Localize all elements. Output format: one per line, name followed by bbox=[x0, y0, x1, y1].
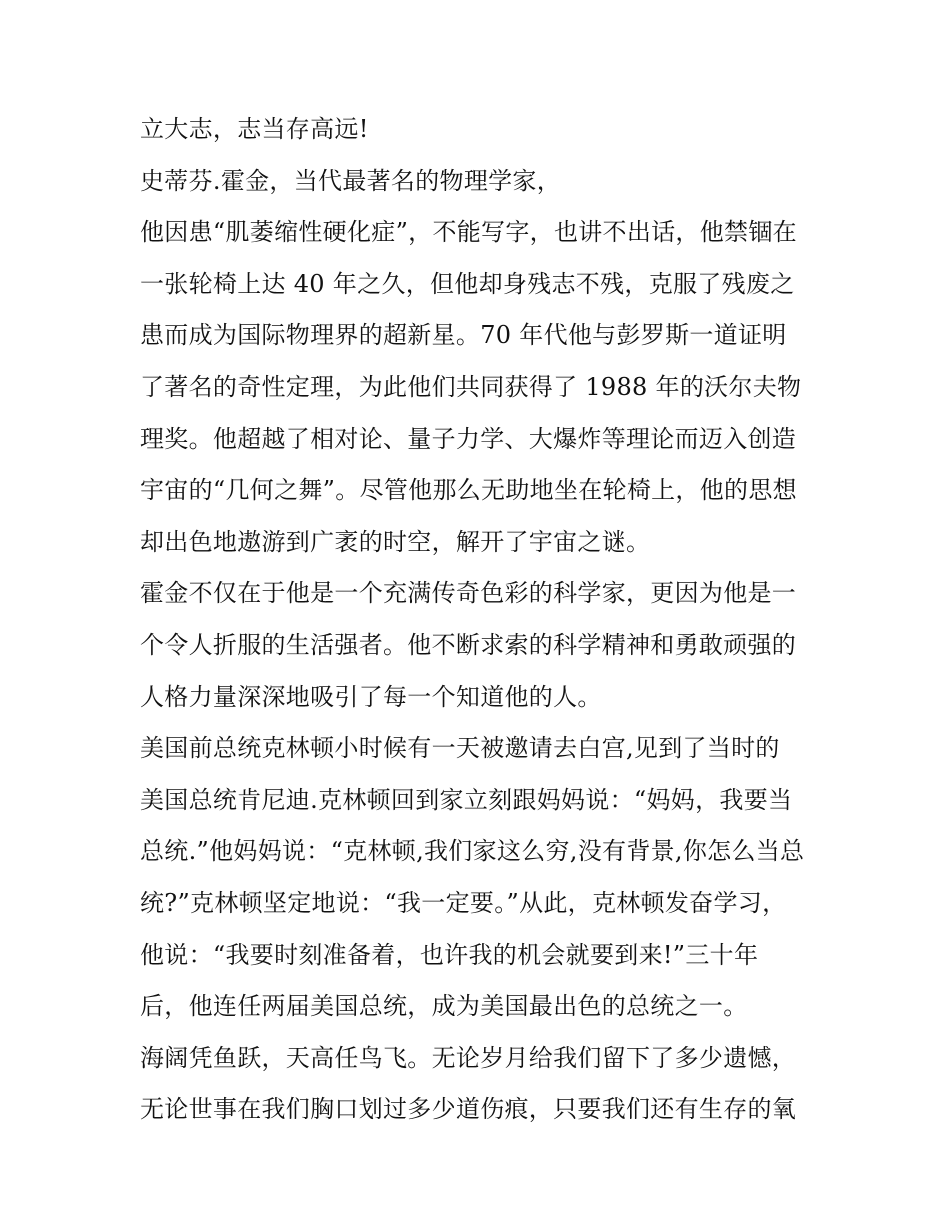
text-line: 立大志，志当存高远! bbox=[140, 115, 369, 143]
text-line: 他因患“肌萎缩性硬化症”，不能写字，也讲不出话，他禁锢在 bbox=[140, 218, 797, 247]
text-line: 统?”克林顿坚定地说：“我一定要。”从此，克林顿发奋学习， bbox=[140, 888, 787, 917]
text-line: 美国总统肯尼迪.克林顿回到家立刻跟妈妈说：“妈妈，我要当 bbox=[140, 785, 793, 814]
text-line: 理奖。他超越了相对论、量子力学、大爆炸等理论而迈入创造 bbox=[140, 424, 797, 453]
text-line: 却出色地遨游到广袤的时空，解开了宇宙之谜。 bbox=[140, 527, 651, 556]
text-line: 美国前总统克林顿小时候有一天被邀请去白宫,见到了当时的 bbox=[140, 734, 780, 763]
text-line: 人格力量深深地吸引了每一个知道他的人。 bbox=[140, 682, 602, 711]
text-line: 霍金不仅在于他是一个充满传奇色彩的科学家，更因为他是一 bbox=[140, 579, 797, 608]
document-body bbox=[140, 104, 820, 1136]
text-line: 一张轮椅上达 40 年之久，但他却身残志不残，克服了残废之 bbox=[140, 269, 795, 298]
text-line: 无论世事在我们胸口划过多少道伤痕，只要我们还有生存的氧 bbox=[140, 1095, 797, 1124]
text-line: 总统.”他妈妈说：“克林顿,我们家这么穷,没有背景,你怎么当总 bbox=[140, 837, 805, 866]
text-line: 患而成为国际物理界的超新星。70 年代他与彭罗斯一道证明 bbox=[140, 321, 787, 350]
text-line: 史蒂芬.霍金，当代最著名的物理学家， bbox=[140, 166, 562, 195]
text-line: 个令人折服的生活强者。他不断求索的科学精神和勇敢顽强的 bbox=[140, 630, 797, 659]
text-line: 宇宙的“几何之舞”。尽管他那么无助地坐在轮椅上，他的思想 bbox=[140, 476, 797, 505]
text-line: 他说：“我要时刻准备着，也许我的机会就要到来!”三十年 bbox=[140, 940, 759, 969]
text-line: 海阔凭鱼跃，天高任鸟飞。无论岁月给我们留下了多少遗憾， bbox=[140, 1043, 797, 1072]
text-line: 了著名的奇性定理，为此他们共同获得了 1988 年的沃尔夫物 bbox=[140, 372, 802, 401]
text-line: 后，他连任两届美国总统，成为美国最出色的总统之一。 bbox=[140, 992, 748, 1021]
